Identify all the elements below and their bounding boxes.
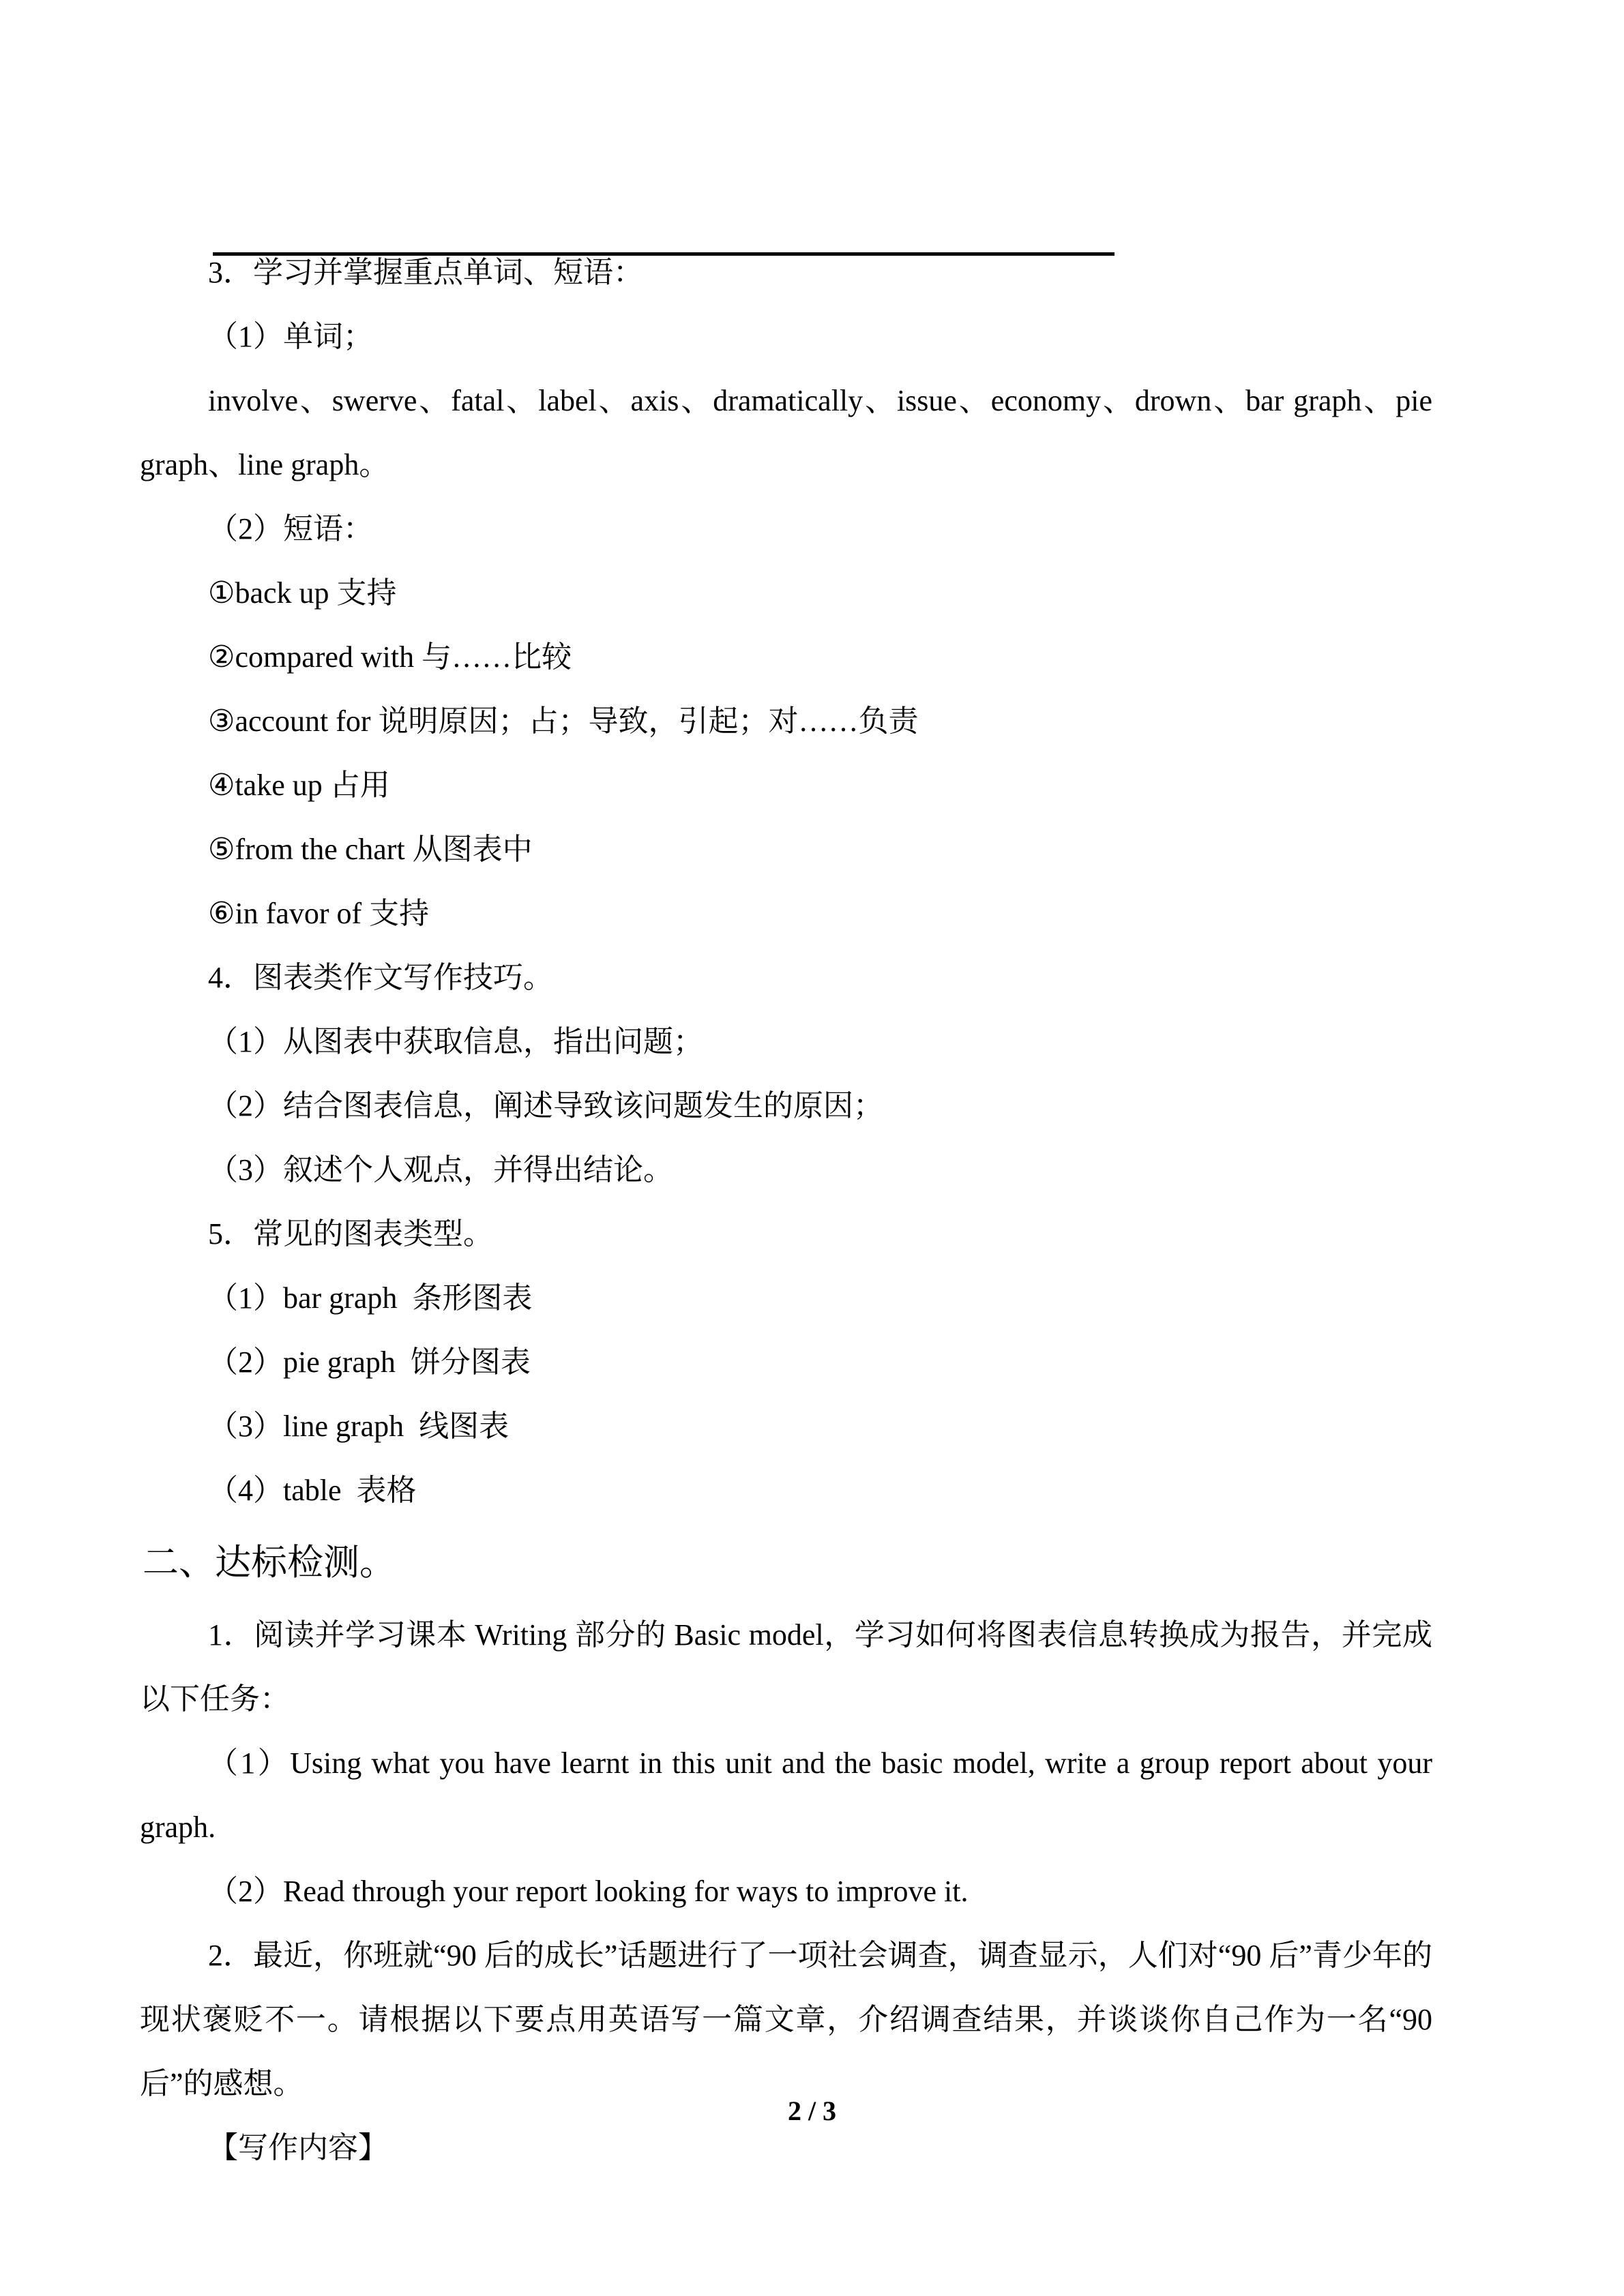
label-words: （1）单词； [208,320,373,353]
label-phrases: （2）短语： [208,512,373,546]
skill-item-1: （1）从图表中获取信息，指出问题； [208,1025,703,1058]
task-1: 1．阅读并学习课本 Writing 部分的 Basic model，学习如何将图表信息转换成为报告，并完成以下任务： [140,1618,1432,1716]
phrase-compared-with: ②compared with 与……比较 [208,640,572,674]
phrase-account-for: ③account for 说明原因；占；导致，引起；对……负责 [208,704,919,738]
chart-type-pie-graph: （2）pie graph 饼分图表 [208,1345,531,1379]
word-list: involve、swerve、fatal、label、axis、dramatically、issue、economy、drown、bar graph、pie graph、line graph。 [140,384,1440,481]
chart-type-bar-graph: （1）bar graph 条形图表 [208,1281,533,1315]
task-1-sub-2: （2）Read through your report looking for ways to improve it. [208,1875,969,1908]
skill-item-2: （2）结合图表信息，阐述导致该问题发生的原因； [208,1089,883,1122]
phrase-back-up: ①back up 支持 [208,576,397,610]
heading-study-words-phrases: 3．学习并掌握重点单词、短语： [208,256,643,289]
heading-chart-types: 5．常见的图表类型。 [208,1217,493,1251]
section-heading-assessment: 二、达标检测。 [143,1543,396,1583]
phrase-take-up: ④take up 占用 [208,769,390,802]
page-number: 2 / 3 [787,2096,837,2126]
skill-item-3: （3）叙述个人观点，并得出结论。 [208,1153,673,1187]
task-1-sub-1: （1）Using what you have learnt in this unit and the basic model, write a group report about your graph. [140,1746,1440,1844]
task-2: 2．最近，你班就“90 后的成长”话题进行了一项社会调查，调查显示，人们对“90 后”青少年的现状褒贬不一。请根据以下要点用英语写一篇文章，介绍调查结果，并谈谈你自己作为一名“90 后”的感想。 [140,1939,1440,2100]
phrase-from-the-chart: ⑤from the chart 从图表中 [208,833,533,866]
writing-content-label: 【写作内容】 [208,2131,388,2164]
phrase-in-favor-of: ⑥in favor of 支持 [208,897,430,930]
heading-chart-writing-skills: 4．图表类作文写作技巧。 [208,961,553,994]
document-body [140,241,1440,2180]
chart-type-table: （4）table 表格 [208,1474,417,1507]
chart-type-line-graph: （3）line graph 线图表 [208,1410,510,1443]
